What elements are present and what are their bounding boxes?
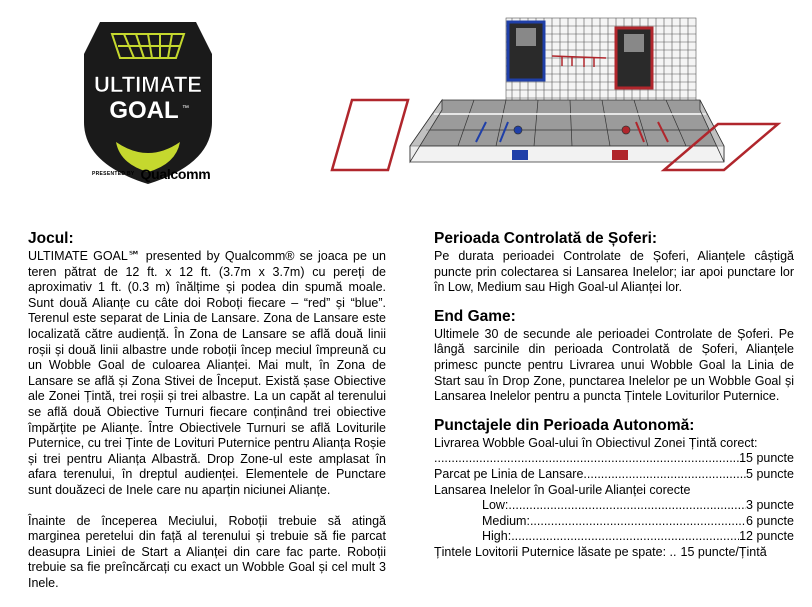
end-game-title: End Game: xyxy=(434,307,516,325)
logo-line1: ULTIMATE xyxy=(94,72,202,97)
red-wobble-goal-icon xyxy=(622,126,630,134)
field-illustration xyxy=(326,14,786,184)
high-points: 12 puncte xyxy=(739,529,794,544)
medium-points: 6 puncte xyxy=(746,513,794,528)
autonomous-wobble-row xyxy=(434,451,794,467)
leader-dots xyxy=(583,467,746,483)
sponsor-wordmark: Qualcomm xyxy=(140,166,211,182)
leader-dots xyxy=(530,514,746,530)
scoring-column xyxy=(434,230,794,561)
blue-drop-zone-icon xyxy=(332,100,408,170)
end-game-text: Ultimele 30 de secunde ale perioadei Controlate de Șoferi. Pe lângă sarcinile din perioada Controlată de Șoferi, Alianțele primesc puncte pentru Livrarea unui Wobble Goal la Linia de Start sau în Drop Zone, punctarea Inelelor pe un Wobble Goal și Lansarea Inelelor pentru a puncta Țintele Loviturilor Puternice. xyxy=(434,326,794,404)
logo-caption xyxy=(92,164,222,184)
driver-period-text: Pe durata perioadei Controlate de Șoferi, Alianțele câștigă puncte prin colectarea si Lansarea Inelelor; iar apoi punctare lor în Low, Medium sau High Goal-ul Alianței lor. xyxy=(434,249,794,295)
field-floor xyxy=(410,100,724,146)
medium-goal-row xyxy=(434,514,794,530)
blue-wobble-goal-icon xyxy=(514,126,522,134)
medium-label: Medium: xyxy=(482,513,530,528)
match-start-rules: Înainte de începerea Meciului, Roboții trebuie să atingă marginea peretelui din față al terenului și trebuie să fie parcat deasupra Liniei de Start a Alianței din care fac parte. Roboții trebuie sa fie preîncărcați cu exact un Wobble Goal și cel mult 3 Inele. xyxy=(28,513,386,590)
game-section xyxy=(28,230,386,591)
low-goal-row xyxy=(434,498,794,514)
power-shot-row xyxy=(434,545,794,561)
game-description: ULTIMATE GOAL℠ presented by Qualcomm® se joaca pe un teren pătrat de 12 ft. x 12 ft. (3.7m x 3.7m) cu pereți de aproximativ 1 ft. (0.3 m) înălțime și podea din spumă moale. Sunt două Alianțe cu câte doi Roboți fiecare – “red” și “blue”. Terenul este separat de Linia de Lansare. Zona de Lansare este localizată către audiență. În Zona de Lansare se află două linii roșii și două linii albastre unde roboții încep meciul împreună cu un Wobble Goal de culoarea Alianței. Mai mult, în Zona de Lansare se află și Zona Stivei de Început. Există șase Obiective ale Zonei Țintă, trei roșii și trei albastre. La un capăt al terenului se află două Obiective Turnuri fiecare conținând trei obiective împărțite pe Alianțe. Între Obiectivele Turnuri se află Loviturile Puternice, cu trei Ținte de Lovituri Puternice pentru Alianța Roșie și trei pentru Alianța Albastră. Drop Zone-ul este amplasat în afara terenului, în dreptul audienței. Elementele de Punctare sunt douăzeci de Inele care nu aparțin niciunei Alianțe. xyxy=(28,249,386,497)
power-shot-label: Țintele Lovitorii Puternice lăsate pe spate: .. xyxy=(434,544,677,559)
leader-dots xyxy=(511,529,739,545)
rings-label: Lansarea Inelelor în Goal-urile Alianței corecte xyxy=(434,482,691,497)
presented-by-label: PRESENTED BY xyxy=(92,171,135,177)
low-points: 3 puncte xyxy=(746,498,794,513)
autonomous-park-row xyxy=(434,467,794,483)
driver-period-title: Perioada Controlată de Șoferi: xyxy=(434,230,658,247)
autonomous-wobble-label: Livrarea Wobble Goal-ului în Obiectivul Zonei Țintă corect: xyxy=(434,435,758,450)
low-label: Low: xyxy=(482,498,509,513)
leader-dots xyxy=(508,498,746,514)
high-goal-row xyxy=(434,529,794,545)
park-label: Parcat pe Linia de Lansare xyxy=(434,466,584,481)
high-label: High: xyxy=(482,529,512,544)
logo-line2: GOAL xyxy=(109,97,179,124)
wobble-points: 15 puncte xyxy=(739,451,794,466)
autonomous-title: Punctajele din Perioada Autonomă: xyxy=(434,416,695,434)
power-shot-points: 15 puncte/Țintă xyxy=(680,544,767,559)
leader-dots xyxy=(434,451,739,467)
game-title: Jocul: xyxy=(28,230,74,247)
logo-trademark: ™ xyxy=(182,105,189,112)
park-points: 5 puncte xyxy=(746,466,794,481)
